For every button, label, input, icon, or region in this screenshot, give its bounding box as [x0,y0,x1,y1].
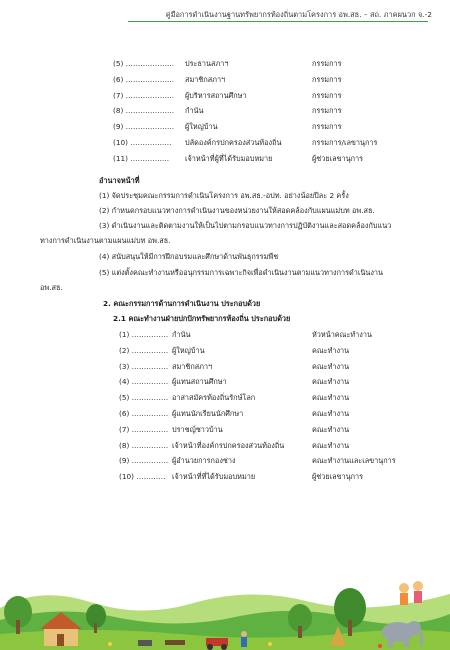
member-role: คณะทำงาน [312,377,350,387]
member-role: คณะทำงานและเลขานุการ [312,456,396,466]
member-role: กรรมการ/เลขานุการ [312,138,378,147]
member-role: กรรมการ [312,59,342,68]
duty-4: (4) สนับสนุนให้มีการฝึกอบรมและศึกษาด้านพันธุกรรมพืช [99,252,279,261]
member-position: เจ้าหน้าที่ที่ได้รับมอบหมาย [172,472,256,482]
item-number: (1) …………… [119,330,169,339]
item-number: (7) …………… [119,424,169,434]
member-role: กรรมการ [312,122,342,132]
item-number: (10) ………… [119,472,166,482]
duties-heading: อำนาจหน้าที่ [99,176,140,185]
member-position: ผู้แทนสถานศึกษา [172,377,227,387]
member-role: กรรมการ [312,74,342,84]
item-number: (5) …………… [119,393,169,403]
item-number: (4) …………… [119,377,169,387]
member-position: สมาชิกสภาฯ [172,361,213,371]
item-number: (9) …………… [119,456,169,466]
member-position: อาสาสมัครท้องถิ่นรักษ์โลก [172,393,256,403]
member-role: กรรมการ [312,90,342,100]
member-position: ปราชญ์ชาวบ้าน [172,424,223,434]
item-number: (8) ……………….. [113,106,175,116]
duty-2: (2) กำหนดกรอบแนวทางการดำเนินงานของหน่วยงานให้สอดคล้องกับแผนแม่บท อพ.สธ. [99,206,375,215]
member-position: เจ้าหน้าที่ผู้ที่ได้รับมอบหมาย [185,153,273,163]
member-role: ผู้ช่วยเลขานุการ [312,472,364,482]
member-position: ปลัดองค์กรปกครองส่วนท้องถิ่น [185,138,282,147]
member-position: ผู้ใหญ่บ้าน [185,122,218,132]
item-number: (6) …………… [119,409,169,418]
item-number: (10) …………….. [113,138,172,147]
item-number: (7) ……………….. [113,90,175,100]
village-scene-illustration [0,568,450,650]
item-number: (9) ……………….. [113,122,175,132]
duty-5-line2: อพ.สธ. [40,283,63,292]
member-role: คณะทำงาน [312,424,350,434]
member-position: สมาชิกสภาฯ [185,74,226,84]
item-number: (5) ……………….. [113,59,175,68]
member-position: กำนัน [172,330,191,339]
duty-5-line1: (5) แต่งตั้งคณะทำงานหรืออนุกรรมการเฉพาะกิจเพื่อดำเนินงานตามแนวทางการดำเนินงาน [99,268,383,277]
member-position: กำนัน [185,106,204,116]
member-role: คณะทำงาน [312,440,350,450]
member-position: ผู้บริหารสถานศึกษา [185,90,247,100]
item-number: (6) ……………….. [113,74,175,84]
item-number: (2) …………… [119,345,169,355]
item-number: (3) …………… [119,361,169,371]
member-role: คณะทำงาน [312,393,350,403]
item-number: (8) …………… [119,440,169,450]
section-2-heading: 2. คณะกรรมการด้านการดำเนินงาน ประกอบด้วย [103,299,261,308]
page-header: คู่มือการดำเนินงานฐานทรัพยากรท้องถิ่นตามโครงการ อพ.สธ. – สถ. ภาคผนวก จ.-2 [165,10,432,19]
member-role: ผู้ช่วยเลขานุการ [312,153,364,163]
member-role: หัวหน้าคณะทำงาน [312,330,372,339]
item-number: (11) ……………. [113,153,170,163]
member-position: เจ้าหน้าที่องค์กรปกครองส่วนท้องถิ่น [172,440,285,450]
member-role: คณะทำงาน [312,345,350,355]
member-role: คณะทำงาน [312,409,350,418]
member-position: ผู้อำนวยการกองช่าง [172,456,236,466]
member-role: คณะทำงาน [312,361,350,371]
member-position: ประธานสภาฯ [185,59,229,68]
duty-3-line1: (3) ดำเนินงานและติดตามงานให้เป็นไปตามกรอบแนวทางการปฏิบัติงานและสอดคล้องกับแนว [99,221,392,230]
duty-1: (1) จัดประชุมคณะกรรมการดำเนินโครงการ อพ.สธ.-อปท. อย่างน้อยปีละ 2 ครั้ง [99,191,349,200]
section-2-1-heading: 2.1 คณะทำงานฝ่ายปกปักทรัพยากรท้องถิ่น ประกอบด้วย [113,314,291,323]
member-role: กรรมการ [312,106,342,116]
duty-3-line2: ทางการดำเนินงานตามแผนแม่บท อพ.สธ. [40,236,171,245]
member-position: ผู้ใหญ่บ้าน [172,345,205,355]
member-position: ผู้แทนนักเรียนนักศึกษา [172,409,244,418]
